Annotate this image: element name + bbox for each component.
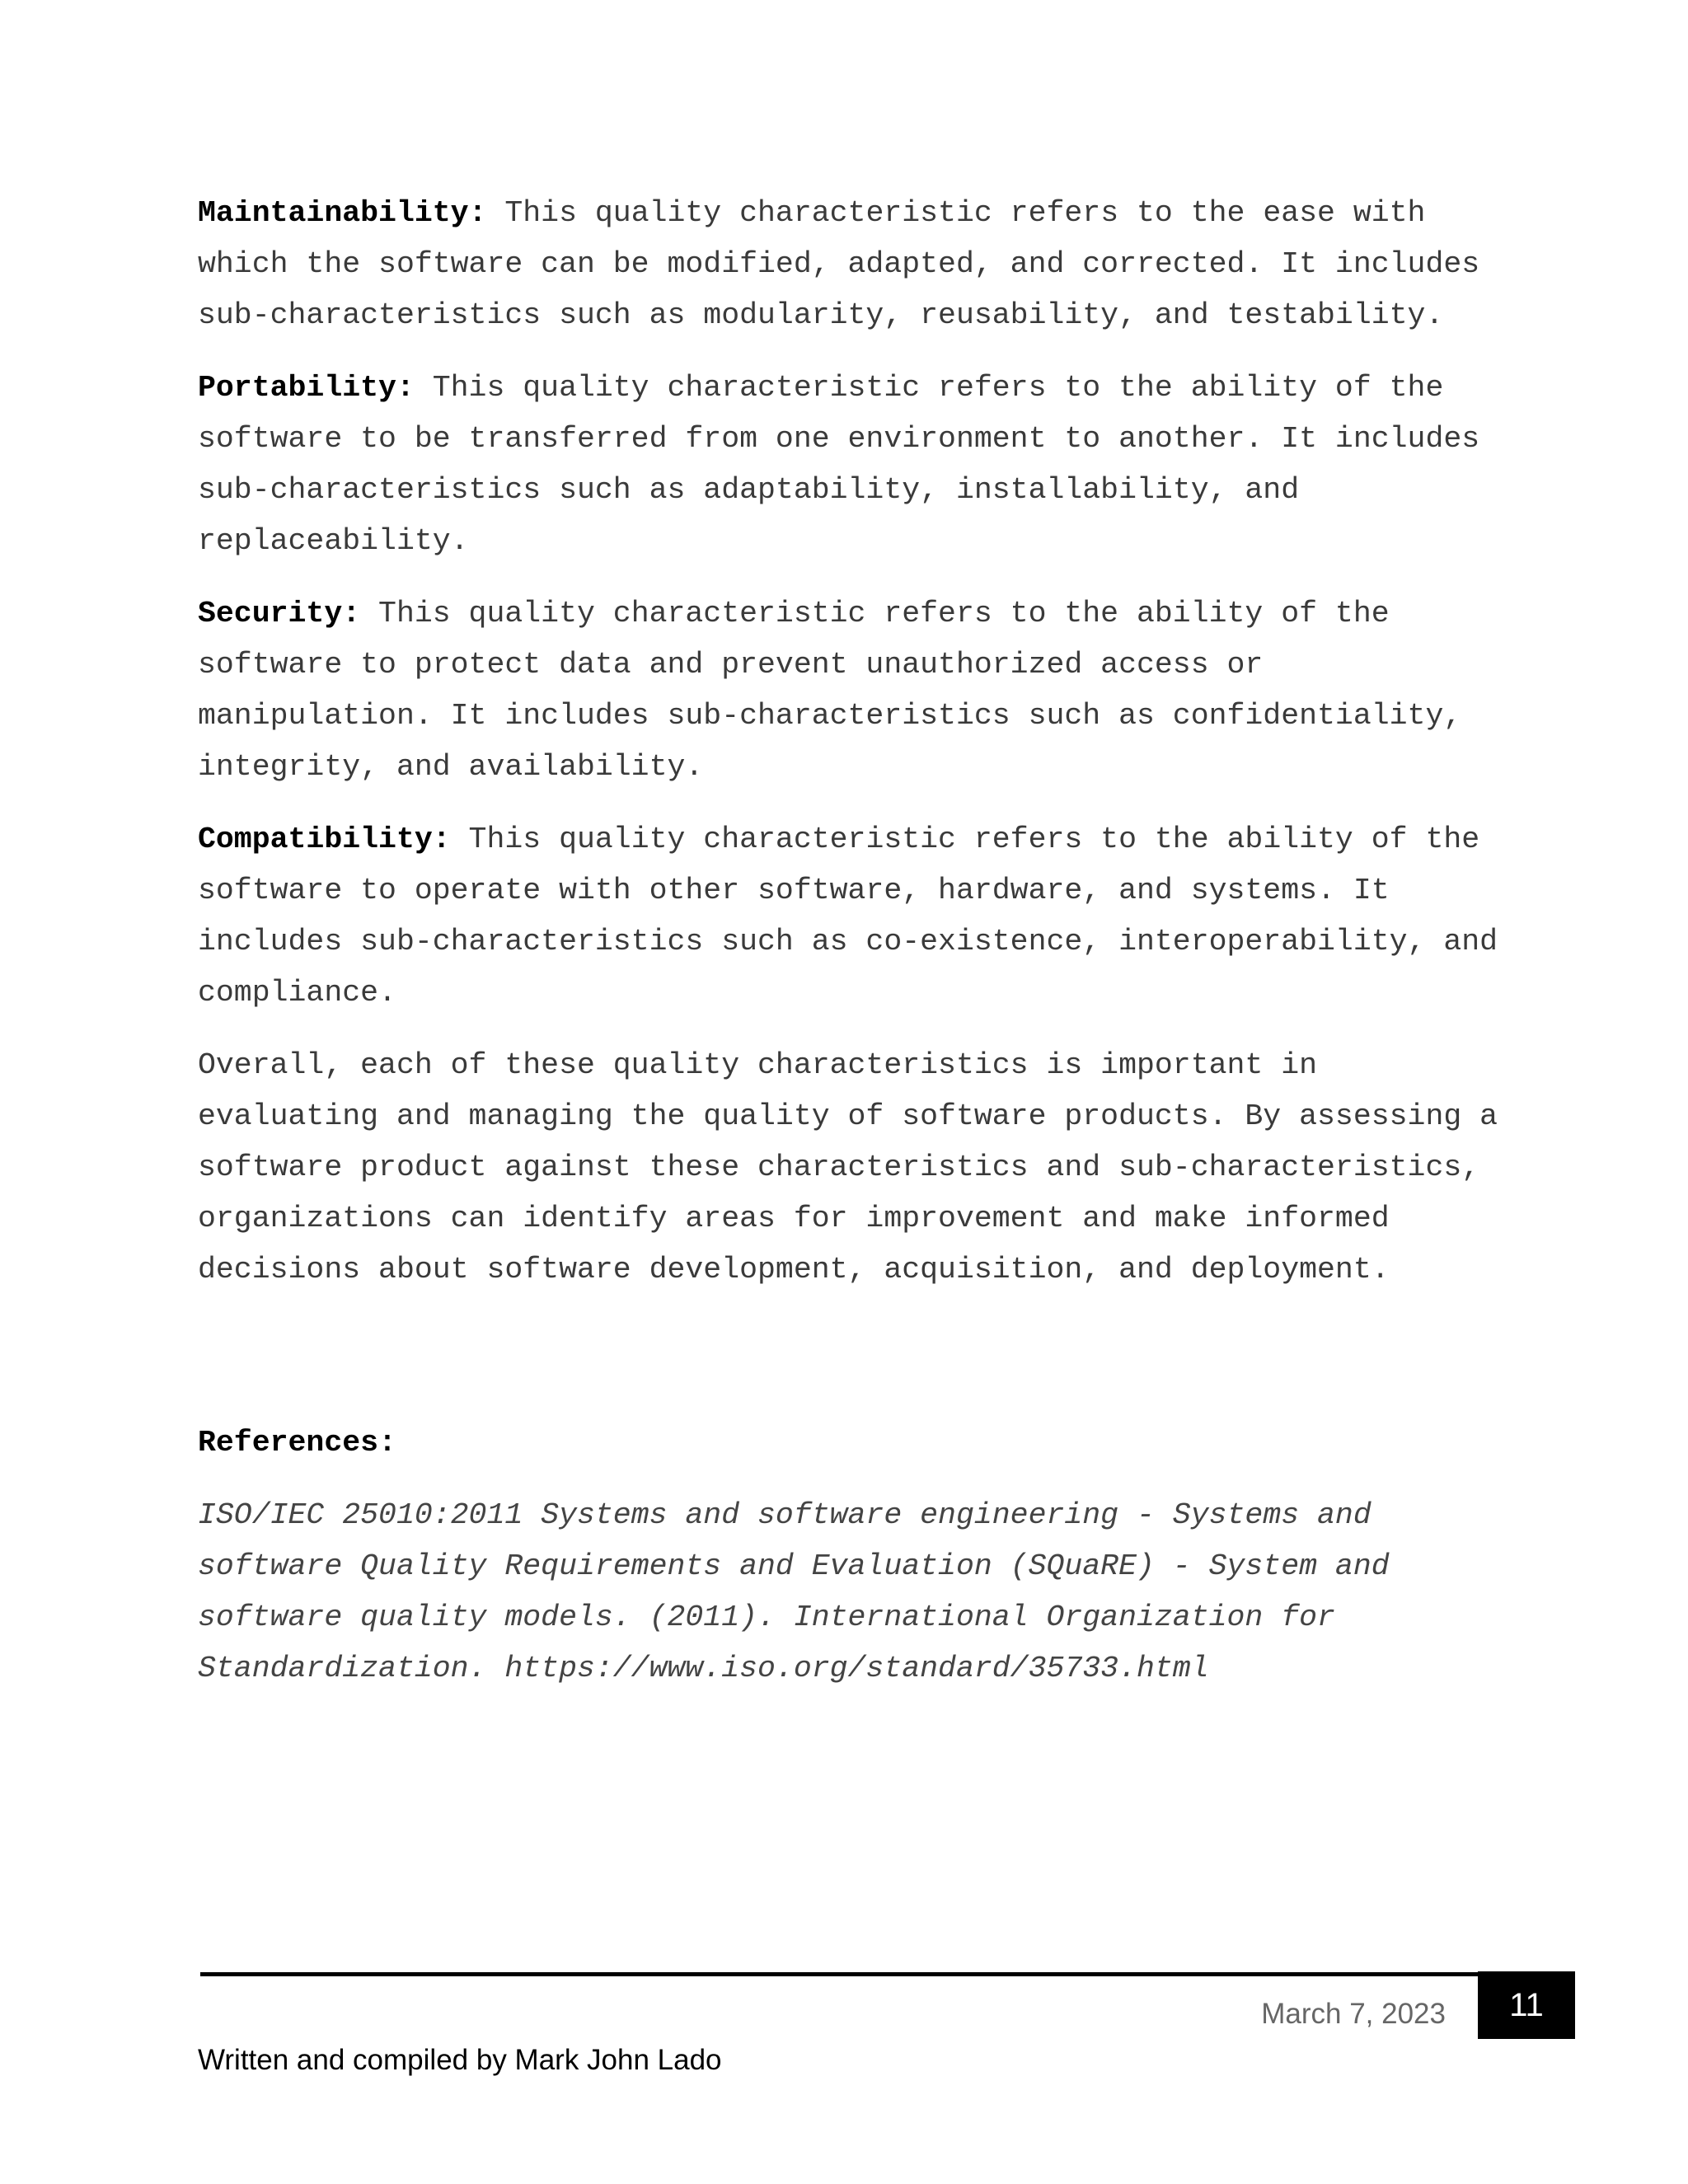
term-compatibility: Compatibility: (198, 823, 451, 856)
text-compatibility: This quality characteristic refers to the ability of the software to operate with other software, hardware, and systems. It includes sub-characteristics such as co-existence, interoperability, and compliance. (198, 823, 1498, 1010)
term-maintainability: Maintainability: (198, 196, 487, 230)
references-heading: References: (198, 1426, 396, 1460)
text-security: This quality characteristic refers to the ability of the software to protect data and prevent unauthorized access or manipulation. It includes sub-characteristics such as confidentiality, integrity, and availability. (198, 597, 1462, 784)
reference-item: ISO/IEC 25010:2011 Systems and software engineering - Systems and software Quality Requirements and Evaluation (SQuaRE) - System and software quality models. (2011). International Organization for Standardization. https://www.iso.org/standard/35733.html (198, 1498, 1390, 1685)
term-portability: Portability: (198, 371, 415, 405)
paragraph-compatibility (198, 814, 1500, 1019)
paragraph-security (198, 588, 1500, 793)
text-maintainability: This quality characteristic refers to the ease with which the software can be modified, adapted, and corrected. It includes sub-characteristics such as modularity, reusability, and testability. (198, 196, 1480, 332)
paragraph-overall: Overall, each of these quality characteristics is important in evaluating and managing the quality of software products. By assessing a software product against these characteristics and sub-characteristics, organizations can identify areas for improvement and make informed decisions about software development, acquisition, and deployment. (198, 1048, 1498, 1286)
paragraph-maintainability (198, 188, 1500, 341)
footer-divider (200, 1972, 1478, 1976)
paragraph-portability (198, 363, 1500, 567)
page-number: 11 (1478, 1971, 1575, 2039)
footer-date: March 7, 2023 (1261, 1998, 1446, 2030)
term-security: Security: (198, 597, 361, 630)
footer-author: Written and compiled by Mark John Lado (198, 2044, 722, 2076)
page-content (198, 188, 1500, 1694)
text-portability: This quality characteristic refers to the ability of the software to be transferred from one environment to another. It includes sub-characteristics such as adaptability, installability, and replaceability. (198, 371, 1480, 558)
